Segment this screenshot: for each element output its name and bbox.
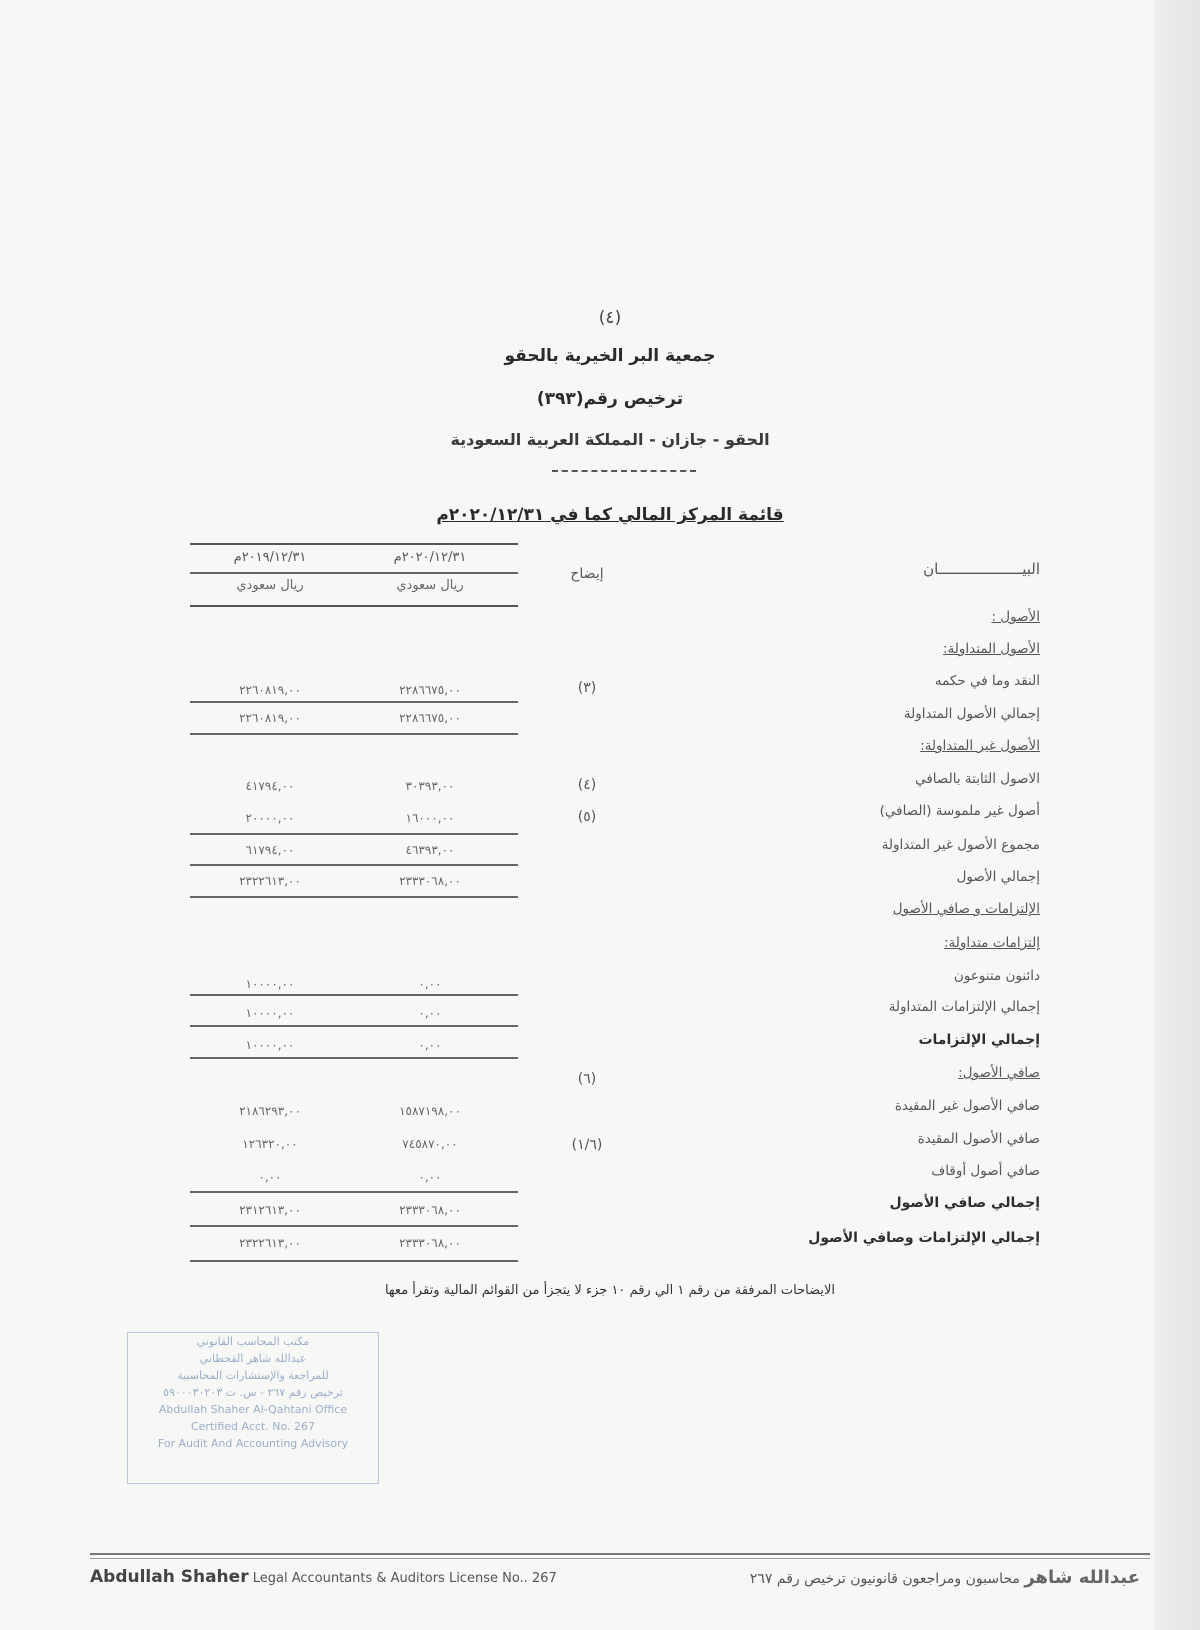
footer-english bbox=[90, 1567, 557, 1587]
value-2020: ٠,٠٠ bbox=[418, 1038, 442, 1052]
license-number: ترخيص رقم(٣٩٣) bbox=[536, 389, 684, 409]
value-2020: ٢٣٣٣٠٦٨,٠٠ bbox=[399, 1203, 461, 1217]
row-label: إجمالي الإلتزامات المتداولة bbox=[888, 999, 1040, 1015]
value-2020: ٣٠٣٩٣,٠٠ bbox=[405, 779, 455, 793]
row-label: الاصول الثابتة بالصافي bbox=[915, 771, 1040, 787]
stamp-line: ترخيص رقم ٢٦٧ - س. ت ٥٩٠٠٠٣٠٢٠٣ bbox=[163, 1386, 343, 1399]
value-2019: ١٠٠٠٠,٠٠ bbox=[245, 1006, 295, 1020]
row-note: (٣) bbox=[577, 680, 597, 696]
header-bottom-rule bbox=[190, 605, 518, 607]
row-label: إجمالي الإلتزامات bbox=[918, 1032, 1040, 1048]
row-label: أصول غير ملموسة (الصافي) bbox=[879, 803, 1040, 819]
footer-rule bbox=[90, 1558, 1150, 1559]
value-2019: ١٢٦٣٢٠,٠٠ bbox=[242, 1137, 298, 1151]
row-note: (١/٦) bbox=[571, 1137, 603, 1153]
row-label: صافي الأصول غير المقيدة bbox=[894, 1098, 1040, 1114]
statement-title: قائمة المركز المالي كما في ٢٠٢٠/١٢/٣١م bbox=[436, 505, 784, 525]
stamp-line: مكتب المحاسب القانوني bbox=[196, 1335, 310, 1348]
total-rule bbox=[190, 733, 350, 735]
value-2019: ٢١٨٦٢٩٣,٠٠ bbox=[239, 1104, 301, 1118]
footer-rule bbox=[90, 1553, 1150, 1555]
organization-name: جمعية البر الخيرية بالحقو bbox=[504, 346, 716, 366]
stamp-line: For Audit And Accounting Advisory bbox=[157, 1437, 349, 1450]
subtotal-rule bbox=[350, 1225, 518, 1227]
value-2020: ٢٢٨٦٦٧٥,٠٠ bbox=[399, 683, 461, 697]
row-label: إجمالي الإلتزامات وصافي الأصول bbox=[808, 1230, 1040, 1246]
value-2019: ٢٢٦٠٨١٩,٠٠ bbox=[239, 711, 301, 725]
total-rule bbox=[190, 1057, 350, 1059]
auditor-stamp bbox=[127, 1332, 379, 1484]
stamp-line: عبدالله شاهر القحطاني bbox=[199, 1352, 307, 1365]
total-rule bbox=[190, 1260, 350, 1262]
col-2019-date: ٢٠١٩/١٢/٣١م bbox=[233, 550, 307, 565]
value-2020: ٠,٠٠ bbox=[418, 977, 442, 991]
value-2020: ٢٣٣٣٠٦٨,٠٠ bbox=[399, 874, 461, 888]
row-label: الأصول المتداولة: bbox=[943, 641, 1040, 657]
value-2020: ٢٢٨٦٦٧٥,٠٠ bbox=[399, 711, 461, 725]
value-2019: ٠,٠٠ bbox=[258, 1170, 282, 1184]
subtotal-rule bbox=[350, 1025, 518, 1027]
value-2020: ٧٤٥٨٧٠,٠٠ bbox=[402, 1137, 458, 1151]
total-rule bbox=[350, 1057, 518, 1059]
value-2019: ٢٣١٢٦١٣,٠٠ bbox=[239, 1203, 301, 1217]
col-2019-currency: ريال سعودي bbox=[236, 578, 304, 593]
footer-arabic bbox=[750, 1567, 1140, 1588]
row-note: (٥) bbox=[577, 809, 597, 825]
subtotal-rule bbox=[350, 701, 518, 703]
value-2020: ٠,٠٠ bbox=[418, 1170, 442, 1184]
row-label: النقد وما في حكمه bbox=[934, 673, 1040, 689]
subtotal-rule bbox=[190, 701, 350, 703]
row-label: مجموع الأصول غير المتداولة bbox=[881, 837, 1040, 853]
header-top-rule bbox=[190, 543, 518, 545]
page-edge bbox=[1154, 0, 1200, 1630]
value-2019: ٢٣٢٢٦١٣,٠٠ bbox=[239, 874, 301, 888]
stamp-line: للمراجعة والإستشارات المحاسبية bbox=[177, 1369, 329, 1382]
note-header: إيضاح bbox=[570, 566, 604, 582]
subtotal-rule bbox=[350, 864, 518, 866]
footer-firm-desc-en: Legal Accountants & Auditors License No.. 267 bbox=[252, 1571, 557, 1586]
subtotal-rule bbox=[190, 864, 350, 866]
value-2020: ٠,٠٠ bbox=[418, 1006, 442, 1020]
value-2020: ١٥٨٧١٩٨,٠٠ bbox=[399, 1104, 461, 1118]
row-label: صافي الأصول: bbox=[958, 1065, 1040, 1081]
row-label: الإلتزامات و صافي الأصول bbox=[892, 901, 1040, 917]
footer-firm-name-en: Abdullah Shaher bbox=[90, 1567, 249, 1587]
value-2020: ٢٣٣٣٠٦٨,٠٠ bbox=[399, 1236, 461, 1250]
subtotal-rule bbox=[190, 833, 350, 835]
footer-firm-desc-ar: محاسبون ومراجعون قانونيون ترخيص رقم ٢٦٧ bbox=[749, 1571, 1020, 1587]
value-2019: ٦١٧٩٤,٠٠ bbox=[245, 843, 295, 857]
row-label: دائنون متنوعون bbox=[953, 968, 1040, 984]
location: الحقو - جازان - المملكة العربية السعودية bbox=[450, 430, 770, 449]
total-rule bbox=[350, 733, 518, 735]
total-rule bbox=[190, 896, 350, 898]
row-label: الأصول غير المتداولة: bbox=[920, 738, 1040, 754]
row-label: صافي الأصول المقيدة bbox=[917, 1131, 1040, 1147]
value-2019: ٢٣٢٢٦١٣,٠٠ bbox=[239, 1236, 301, 1250]
header-mid-rule-2020 bbox=[350, 572, 518, 574]
row-label: إلتزامات متداولة: bbox=[943, 935, 1040, 951]
stamp-line: Certified Acct. No. 267 bbox=[190, 1420, 315, 1433]
page-number: (٤) bbox=[598, 308, 622, 328]
row-label: صافي أصول أوقاف bbox=[931, 1163, 1040, 1179]
value-2020: ١٦٠٠٠,٠٠ bbox=[405, 811, 455, 825]
value-2019: ٢٠٠٠٠,٠٠ bbox=[245, 811, 295, 825]
subtotal-rule bbox=[350, 833, 518, 835]
row-label: إجمالي صافي الأصول bbox=[889, 1195, 1040, 1211]
value-2020: ٤٦٣٩٣,٠٠ bbox=[405, 843, 455, 857]
value-2019: ٢٢٦٠٨١٩,٠٠ bbox=[239, 683, 301, 697]
subtotal-rule bbox=[350, 1191, 518, 1193]
total-rule bbox=[350, 896, 518, 898]
value-2019: ٤١٧٩٤,٠٠ bbox=[245, 779, 295, 793]
row-note: (٤) bbox=[577, 777, 597, 793]
value-2019: ١٠٠٠٠,٠٠ bbox=[245, 977, 295, 991]
col-2020-date: ٢٠٢٠/١٢/٣١م bbox=[393, 550, 467, 565]
row-label: الأصول : bbox=[991, 609, 1040, 625]
subtotal-rule bbox=[190, 1025, 350, 1027]
stamp-line: Abdullah Shaher Al-Qahtani Office bbox=[158, 1403, 348, 1416]
notes-footnote: الايضاحات المرفقة من رقم ١ الي رقم ١٠ جزء لا يتجزأ من القوائم المالية وتقرأ معها bbox=[384, 1283, 836, 1298]
total-rule bbox=[350, 1260, 518, 1262]
col-2020-currency: ريال سعودي bbox=[396, 578, 464, 593]
subtotal-rule bbox=[190, 994, 350, 996]
subtotal-rule bbox=[190, 1225, 350, 1227]
subtotal-rule bbox=[350, 994, 518, 996]
row-note: (٦) bbox=[577, 1071, 597, 1087]
description-header: البيـــــــــــــــــــان bbox=[923, 560, 1040, 578]
header-mid-rule-2019 bbox=[190, 572, 350, 574]
row-label: إجمالي الأصول المتداولة bbox=[903, 706, 1040, 722]
value-2019: ١٠٠٠٠,٠٠ bbox=[245, 1038, 295, 1052]
footer-firm-name-ar: عبدالله شاهر bbox=[1024, 1567, 1140, 1588]
subtotal-rule bbox=[190, 1191, 350, 1193]
row-label: إجمالي الأصول bbox=[956, 869, 1040, 885]
dashed-separator bbox=[552, 470, 696, 472]
